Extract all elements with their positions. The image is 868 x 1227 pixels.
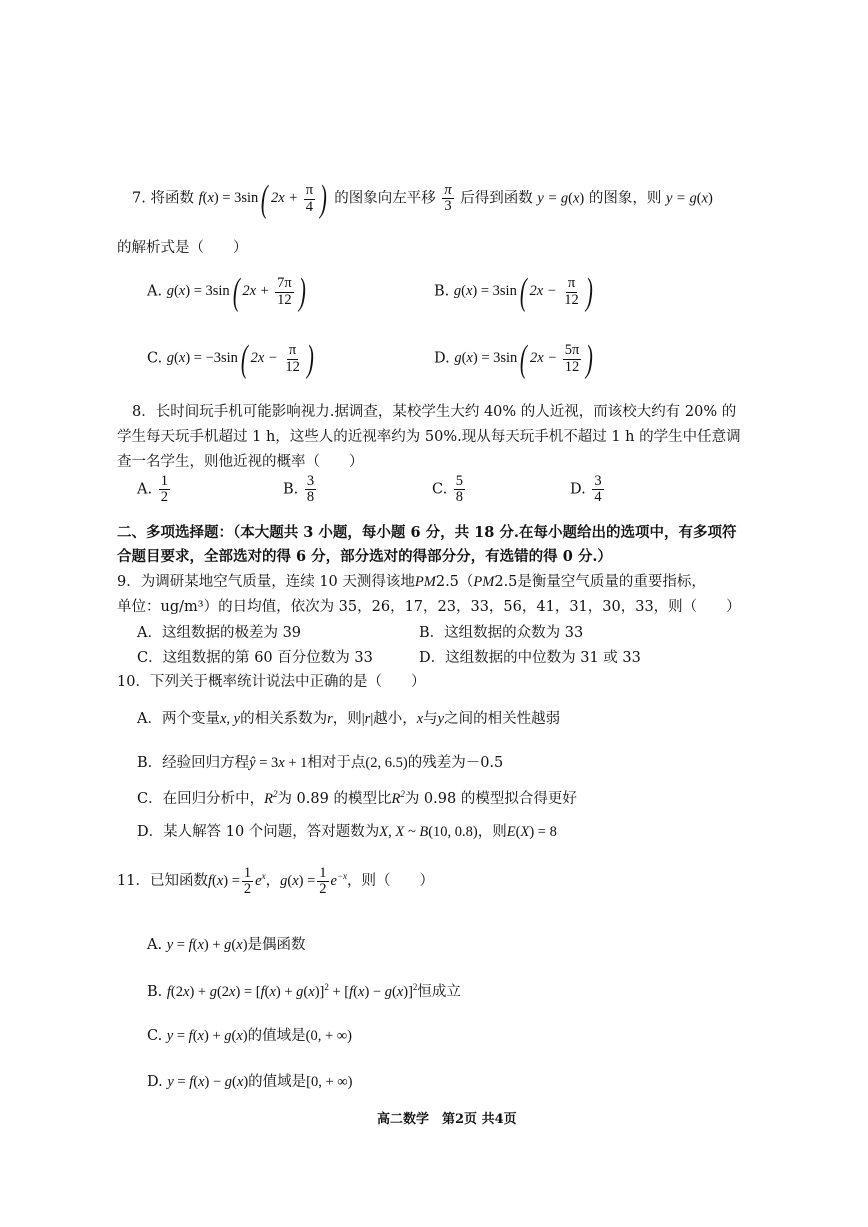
q10-binomial: X, X ~ B(10, 0.8) [379,824,478,840]
q10-text: D．某人解答 10 个问题，答对题数为 [137,824,380,840]
q10-text: 与 [423,711,438,727]
q10-option-a[interactable] [137,707,560,728]
q8-b-frac: $\frac{3}{8}$ [306,473,315,506]
q9-option-a[interactable]: A．这组数据的极差为 39 [137,625,302,641]
option-label: A. [147,937,163,953]
q11-text: 的值域是 [247,1028,306,1044]
q10-r2: $R^2$ [264,789,278,807]
q8-a-frac: $\frac{1}{2}$ [160,473,168,506]
q11-d-expr: y = f(x) − g(x) [167,1074,249,1090]
q11-f: f(x) = $\frac{1}{2}$ $e^x$ [207,865,266,898]
q9-text: 是衡量空气质量的重要指标， [517,574,706,590]
q11-text: 恒成立 [417,984,461,1000]
section2-title-cont: 合题目要求，全部选对的得 6 分，部分选对的得部分分，有选错的得 0 分.） [117,548,612,565]
q8-c-frac: $\frac{5}{8}$ [455,473,464,506]
q9-pm: PM [414,574,436,590]
option-label: D. [147,1074,163,1090]
q8-option-b[interactable] [283,474,318,505]
q7-g: y = g(x) [537,190,585,207]
q11-option-c[interactable] [147,1024,352,1045]
option-label: A. [137,481,153,498]
q7-option-d[interactable] [434,340,596,378]
option-label: A. [147,283,163,300]
q10-text: 为 0.98 的模型拟合得更好 [404,791,577,807]
q9-pm: PM [473,574,495,590]
q8-option-a[interactable] [137,474,172,505]
q7-number: 7. [132,190,146,207]
q10-text: 越小， [373,711,417,727]
q7-a-expr: g(x) = 3sin( 2x + $\frac{7\pi}{12}$ ) [166,271,306,313]
q10-text: 为 0.89 的模型比 [277,791,392,807]
q7-b-expr: g(x) = 3sin( 2x − $\frac{\pi}{12}$ ) [453,271,593,313]
q11-stem [117,866,434,897]
q8-option-c[interactable] [432,474,467,505]
q11-option-a[interactable] [147,933,306,954]
q8-line2: 学生每天玩手机超过 1 h，这些人的近视率约为 50%.现从每天玩手机不超过 1 h 的学生中任意调 [117,429,741,445]
q10-r2: $R^2$ [391,789,405,807]
q11-g: g(x) = $\frac{1}{2}$ $e^{-x}$ [280,865,348,898]
option-label: B. [147,984,163,1000]
option-label: D. [434,350,450,367]
q9-text: （ [458,574,474,590]
q7-shift: $\frac{\pi}{3}$ [444,181,452,214]
page-footer: 高二数学 第2页 共4页 [377,1112,517,1127]
q9-line2: 单位：ug/m³）的日均值，依次为 35，26，17，23，33，56，41，31，30，33，则（ ） [117,599,741,615]
q9-option-d[interactable]: D．这组数据的中位数为 31 或 33 [419,650,641,666]
q7-g2: y = g(x) [665,190,713,207]
q10-option-d[interactable] [137,820,557,841]
q10-text: A．两个变量 [137,711,220,727]
q7-text: 的图象向左平移 [334,190,436,207]
q10-r: r [327,711,333,727]
q10-y: y [437,711,445,727]
q7-stem [132,180,713,218]
q7-stem-cont: 的解析式是（ ） [117,240,248,256]
q8-d-frac: $\frac{3}{4}$ [594,473,602,506]
q10-text: 的残差为－0.5 [407,755,504,771]
q11-b-expr: $f(2x) + g(2x) = [f(x) + g(x)]^2 + [f(x) - g(x)]^2$ [166,982,418,1000]
q10-text: 之间的相关性越弱 [444,711,561,727]
section2-title: 二、多项选择题：（本大题共 3 小题，每小题 6 分，共 18 分.在每小题给出的选项中，有多项符 [117,524,737,541]
q11-c-range: (0, + ∞) [305,1028,352,1044]
q7-d-expr: g(x) = 3sin( 2x − $\frac{5\pi}{12}$ ) [454,338,594,380]
q8-line3: 查一名学生，则他近视的概率（ ） [117,454,364,470]
q11-d-range: [0, + ∞) [306,1074,353,1090]
q10-text: 的相关系数为 [240,711,328,727]
q10-text: ，则 [332,711,362,727]
q11-text: 11．已知函数 [117,873,208,890]
q10-point: (2, 6.5) [365,755,408,771]
option-label: D. [570,481,586,498]
q11-text: 的值域是 [248,1074,307,1090]
q7-text: 后得到函数 [460,190,533,207]
q9-pm-val: 2.5 [494,574,518,590]
q7-text: 的图象，则 [588,190,662,207]
option-label: B. [283,481,299,498]
q10-xy: x, y [219,711,241,727]
q8-line1: 8．长时间玩手机可能影响视力.据调查，某校学生大约 40% 的人近视，而该校大约有 20% 的 [132,404,737,420]
q10-text: 相对于点 [307,755,366,771]
q10-regression: ŷ = 3x + 1 [249,755,308,771]
option-label: C. [147,350,163,367]
q9-option-b[interactable]: B．这组数据的众数为 33 [419,625,584,641]
q11-text: ， [265,873,281,890]
q10-x: x [416,711,424,727]
q10-abs-r: |r| [361,711,374,727]
option-label: C. [147,1028,163,1044]
q11-option-d[interactable] [147,1070,352,1091]
q11-text: ，则（ ） [347,873,435,890]
q10-text: C．在回归分析中， [137,791,265,807]
q7-option-c[interactable] [147,340,316,378]
q7-option-a[interactable] [147,273,308,311]
option-label: B. [434,283,450,300]
q8-option-d[interactable] [570,474,606,505]
q7-option-b[interactable] [434,273,595,311]
q7-f-expr: f(x) = 3sin( 2x + $\frac{\pi}{4}$ ) [198,178,327,220]
q11-a-expr: y = f(x) + g(x) [166,937,248,953]
q9-text: 9．为调研某地空气质量，连续 10 天测得该地 [117,574,415,590]
q9-line1 [117,570,706,591]
q10-text: B．经验回归方程 [137,755,250,771]
q11-option-b[interactable] [147,980,461,1001]
q10-stem: 10．下列关于概率统计说法中正确的是（ ） [117,674,426,690]
q7-c-expr: g(x) = −3sin( 2x − $\frac{\pi}{12}$ ) [166,338,314,380]
q10-expect: E(X) = 8 [506,824,557,840]
option-label: C. [432,481,448,498]
q11-text: 是偶函数 [247,937,306,953]
q7-text: 将函数 [150,190,194,207]
q9-pm-val: 2.5 [435,574,459,590]
q9-option-c[interactable]: C．这组数据的第 60 百分位数为 33 [137,650,373,666]
q10-option-b[interactable] [137,751,503,772]
q11-c-expr: y = f(x) + g(x) [166,1028,248,1044]
q10-text: ，则 [477,824,507,840]
q10-option-c[interactable] [137,787,577,808]
